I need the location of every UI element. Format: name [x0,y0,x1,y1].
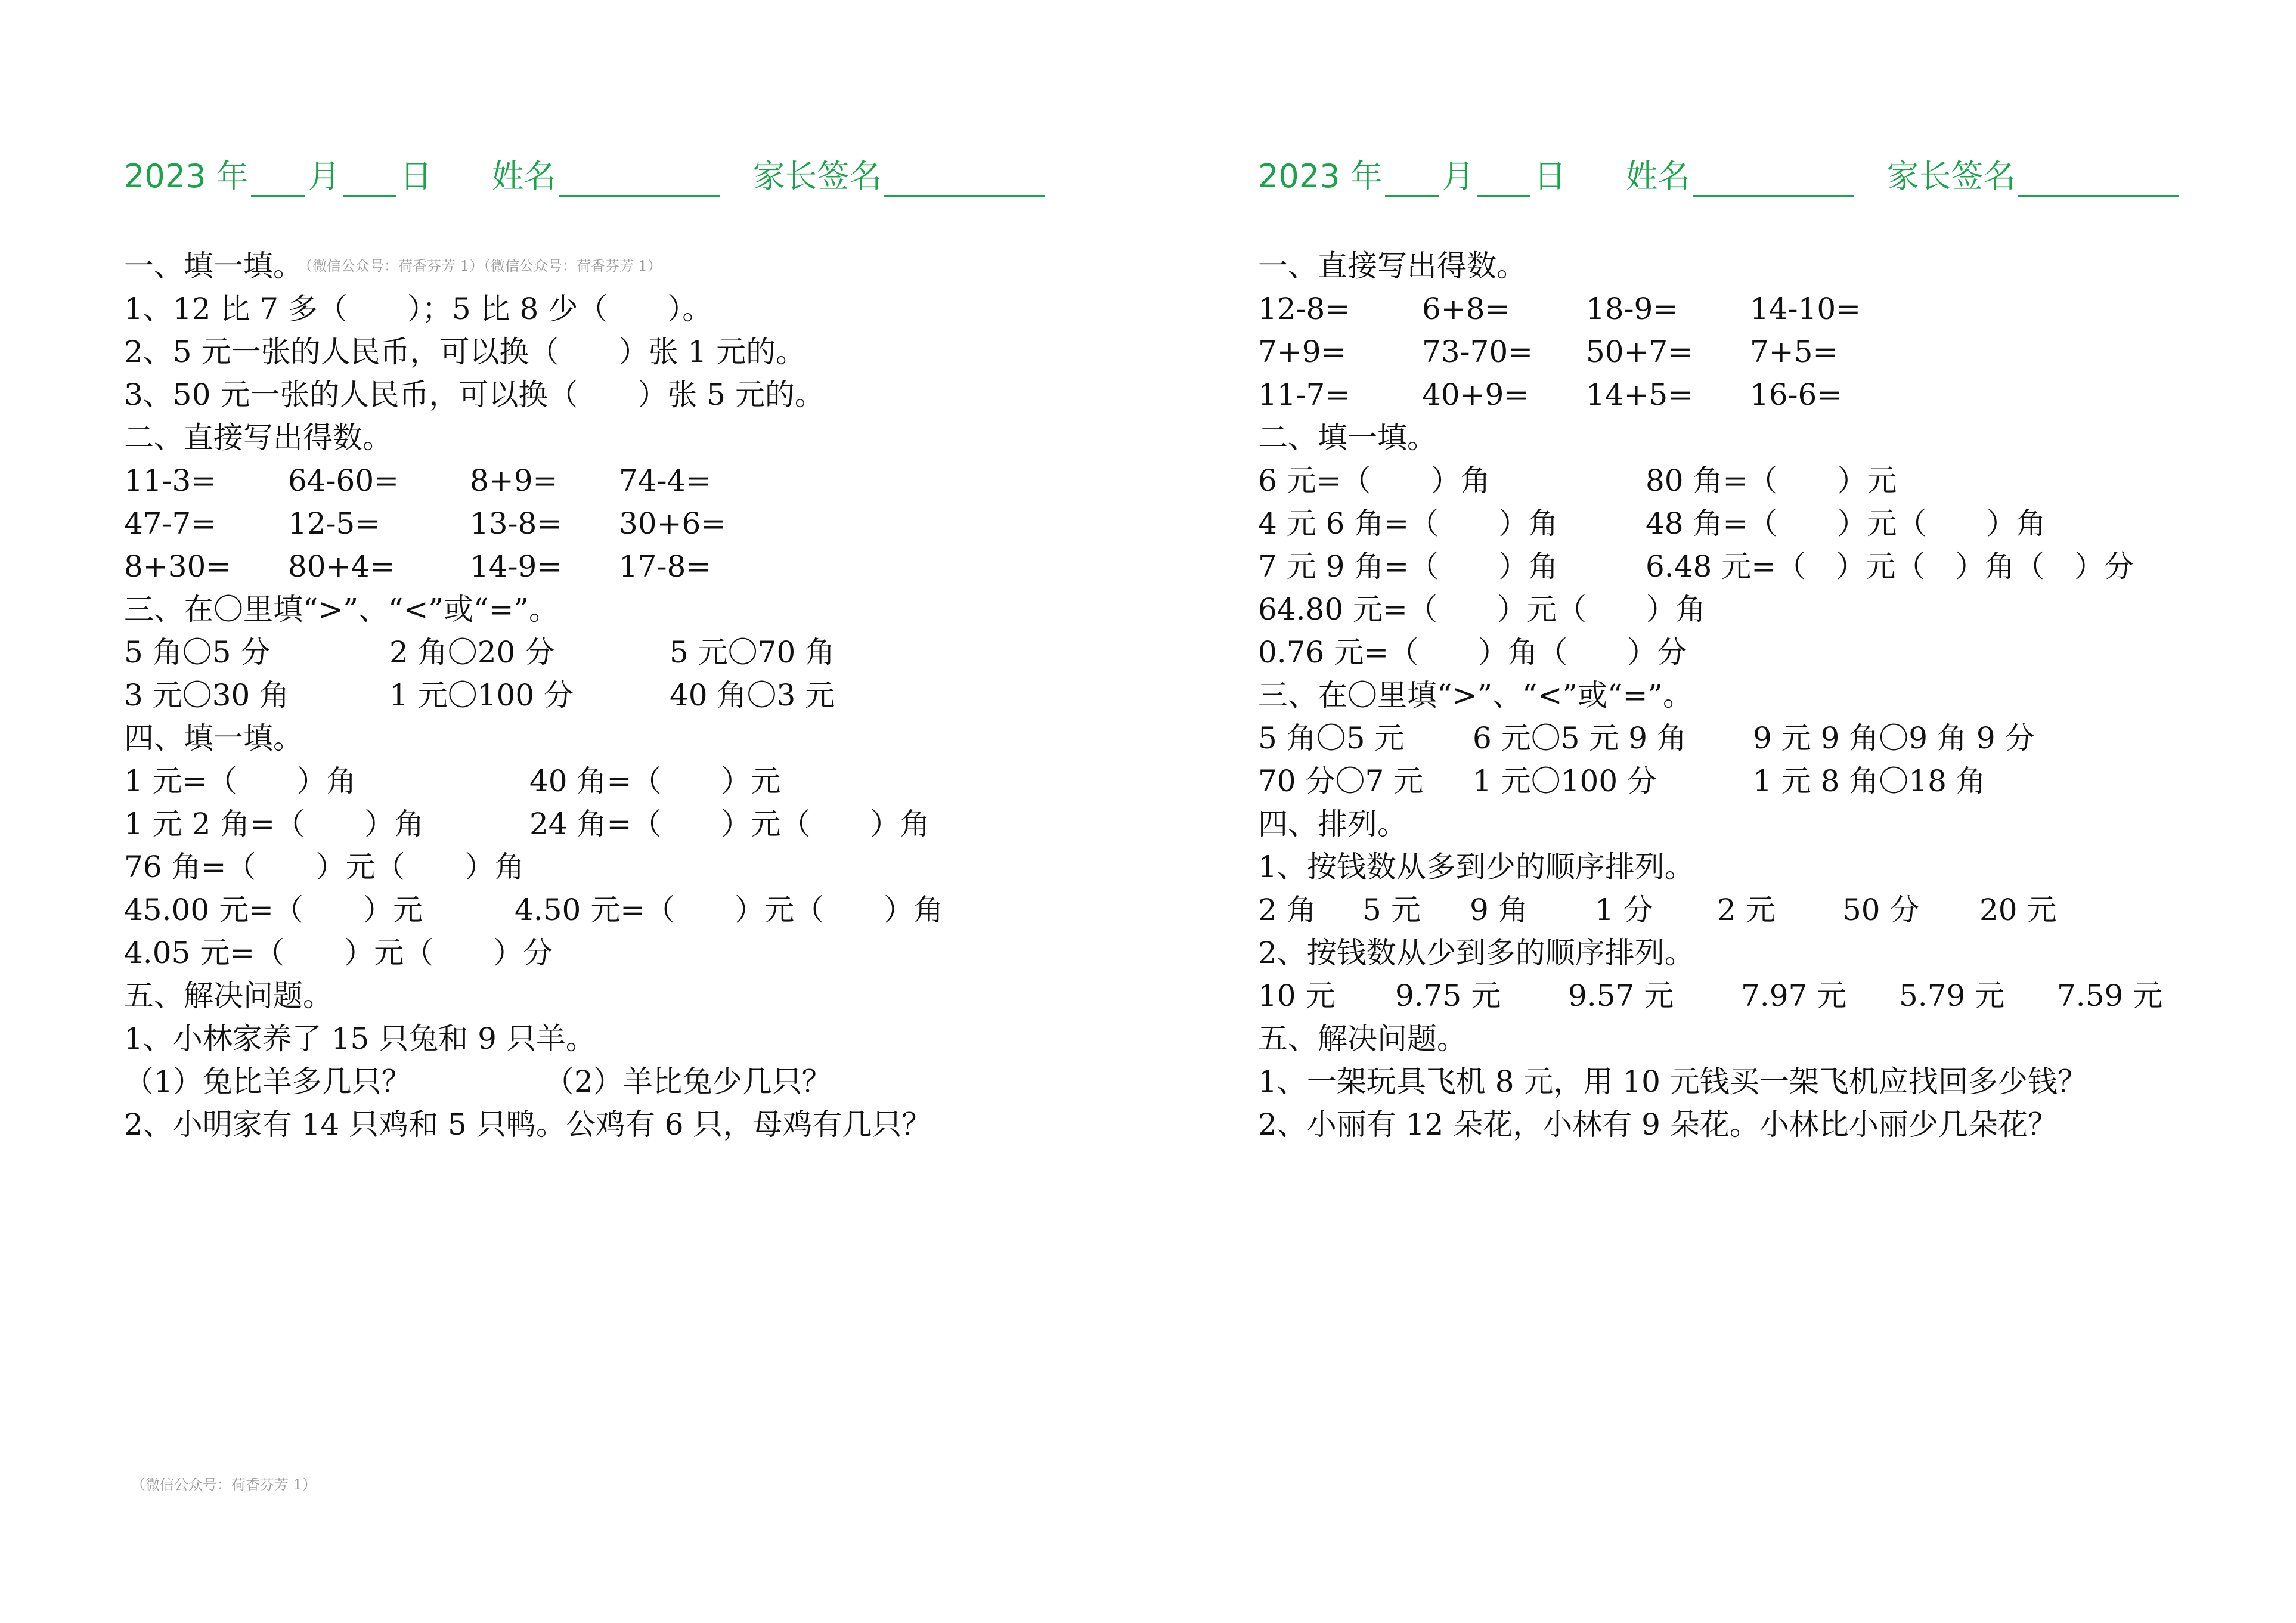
fill-row [124,803,1167,845]
fill-row [124,888,1167,931]
year-label: 2023 年 [1258,157,1383,195]
compare-item: 1 元〇100 分 [1473,764,1657,798]
money-item: 1 分 [1595,893,1653,927]
month-blank[interactable] [251,160,305,197]
calc-item: 14-10= [1750,292,1861,326]
compare-row [124,674,1167,717]
money-item: 7.97 元 [1741,978,1847,1013]
calc-item: 13-8= [470,506,562,541]
day-label: 日 [399,157,432,195]
compare-item: 40 角〇3 元 [670,678,835,713]
fill-item: 4 元 6 角=（ ）角 [1258,506,1558,541]
money-list-row [1258,974,2296,1017]
calc-item: 80+4= [288,549,395,584]
parent-signature-label: 家长签名 [752,157,882,195]
calc-item: 12-5= [288,506,380,541]
fill-row [1258,502,2296,545]
problem-line: 2、小明家有 14 只鸡和 5 只鸭。公鸡有 6 只，母鸡有几只？ [124,1107,932,1142]
calc-item: 7+5= [1750,334,1838,369]
compare-item: 5 角〇5 分 [124,635,271,670]
compare-item: 1 元〇100 分 [389,678,574,713]
fill-row [124,760,1167,803]
subquestion: （2）羊比兔少几只？ [544,1064,832,1099]
right-header [1258,149,2296,197]
calc-row [124,545,1167,588]
calc-item: 11-3= [124,463,216,498]
question-line: 2、5 元一张的人民币，可以换（ ）张 1 元的。 [124,334,806,369]
fill-item: 0.76 元=（ ）角（ ）分 [1258,635,1687,670]
year-label: 2023 年 [124,157,249,195]
calc-item: 74-4= [619,463,711,498]
section-title: 四、排列。 [1258,807,1407,841]
problem-line: 1、一架玩具飞机 8 元，用 10 元钱买一架飞机应找回多少钱？ [1258,1064,2087,1099]
money-item: 5.79 元 [1899,978,2005,1013]
calc-row [1258,287,2296,330]
money-item: 2 角 [1258,893,1316,927]
fill-item: 1 元=（ ）角 [124,764,357,798]
money-item: 7.59 元 [2057,978,2163,1013]
fill-item: 4.05 元=（ ）元（ ）分 [124,936,553,970]
compare-item: 1 元 8 角〇18 角 [1753,764,1986,798]
section-title: 一、填一填。 $^{(微信公众号:荷香芬芳 1)(微信公众号:荷香芬芳 1)}$ [124,249,662,283]
right-body [1258,244,2296,1146]
calc-item: 14-9= [470,549,562,584]
calc-item: 64-60= [288,463,399,498]
calc-item: 8+9= [470,463,558,498]
calc-item: 6+8= [1422,292,1510,326]
fill-item: 76 角=（ ）元（ ）角 [124,850,525,884]
fill-item: 80 角=（ ）元 [1646,463,1897,498]
money-item: 2 元 [1717,893,1776,927]
section-title: 一、直接写出得数。 [1258,249,1526,283]
name-blank[interactable] [559,160,720,197]
compare-item: 70 分〇7 元 [1258,764,1424,798]
calc-item: 17-8= [619,549,711,584]
section-title: 四、填一填。 [124,721,303,755]
parent-signature-blank[interactable] [884,160,1045,197]
watermark-text: （微信公众号：荷香芬芳 1） [483,258,662,274]
calc-item: 40+9= [1422,377,1529,412]
calc-item: 18-9= [1586,292,1678,326]
fill-item: 6 元=（ ）角 [1258,463,1491,498]
calc-item: 7+9= [1258,334,1346,369]
day-blank[interactable] [1477,160,1530,197]
calc-item: 73-70= [1422,334,1533,369]
fill-item: 48 角=（ ）元（ ）角 [1646,506,2046,541]
parent-signature-blank[interactable] [2018,160,2179,197]
calc-item: 12-8= [1258,292,1350,326]
money-item: 20 元 [1979,893,2057,927]
compare-item: 2 角〇20 分 [389,635,555,670]
calc-row [1258,373,2296,416]
fill-item: 1 元 2 角=（ ）角 [124,807,425,841]
calc-row [124,459,1167,502]
fill-item: 6.48 元=（ ）元（ ）角（ ）分 [1646,549,2134,584]
money-item: 50 分 [1842,893,1920,927]
left-worksheet [124,149,1167,1146]
right-worksheet [1258,149,2296,1146]
compare-item: 6 元〇5 元 9 角 [1473,721,1687,755]
day-blank[interactable] [343,160,396,197]
money-item: 5 元 [1362,893,1421,927]
calc-item: 47-7= [124,506,216,541]
fill-item: 40 角=（ ）元 [529,764,781,798]
calc-row [1258,330,2296,373]
calc-item: 50+7= [1586,334,1693,369]
subquestion: （1）兔比羊多几只？ [124,1064,411,1099]
calc-row [124,502,1167,545]
fill-row [124,931,1167,974]
money-item: 9 角 [1470,893,1528,927]
parent-signature-label: 家长签名 [1886,157,2016,195]
compare-row [1258,760,2296,803]
compare-row [124,631,1167,674]
fill-item: 4.50 元=（ ）元（ ）角 [515,893,944,927]
question-line: 3、50 元一张的人民币，可以换（ ）张 5 元的。 [124,377,825,412]
calc-item: 11-7= [1258,377,1350,412]
calc-item: 16-6= [1750,377,1842,412]
money-item: 10 元 [1258,978,1336,1013]
footer-watermark: （微信公众号：荷香芬芳 1） [131,1476,317,1493]
fill-row [1258,459,2296,502]
question-line: 1、12 比 7 多（ ）；5 比 8 少（ ）。 [124,292,712,326]
month-blank[interactable] [1385,160,1439,197]
fill-item: 64.80 元=（ ）元（ ）角 [1258,592,1706,627]
problem-line: 1、小林家养了 15 只兔和 9 只羊。 [124,1021,596,1056]
month-label: 月 [1442,157,1474,195]
money-item: 9.75 元 [1395,978,1501,1013]
name-label: 姓名 [1625,157,1690,195]
compare-item: 9 元 9 角〇9 角 9 分 [1753,721,2035,755]
money-list-row [1258,888,2296,931]
section-title: 二、直接写出得数。 [124,420,392,455]
day-label: 日 [1533,157,1566,195]
compare-item: 5 角〇5 元 [1258,721,1405,755]
calc-item: 8+30= [124,549,231,584]
month-label: 月 [308,157,340,195]
fill-row [1258,545,2296,588]
section-title: 五、解决问题。 [124,978,333,1013]
section-title: 五、解决问题。 [1258,1021,1467,1056]
name-label: 姓名 [491,157,556,195]
fill-item: 24 角=（ ）元（ ）角 [529,807,930,841]
watermark-text: （微信公众号：荷香芬芳 1） [305,258,484,274]
section-title: 三、在〇里填“>”、“<”或“=”。 [124,592,559,627]
fill-item: 7 元 9 角=（ ）角 [1258,549,1558,584]
problem-line: 2、小丽有 12 朵花，小林有 9 朵花。小林比小丽少几朵花？ [1258,1107,2058,1142]
compare-item: 3 元〇30 角 [124,678,290,713]
question-line: 1、按钱数从多到少的顺序排列。 [1258,850,1694,884]
compare-item: 5 元〇70 角 [670,635,835,670]
name-blank[interactable] [1693,160,1854,197]
section-title: 三、在〇里填“>”、“<”或“=”。 [1258,678,1693,713]
problem-subquestions [124,1060,1167,1103]
calc-item: 14+5= [1586,377,1693,412]
fill-item: 45.00 元=（ ）元 [124,893,423,927]
compare-row [1258,717,2296,760]
left-header [124,149,1167,197]
fill-row [124,845,1167,888]
section-title: 二、填一填。 [1258,420,1437,455]
calc-item: 30+6= [619,506,726,541]
question-line: 2、按钱数从少到多的顺序排列。 [1258,936,1694,970]
money-item: 9.57 元 [1568,978,1674,1013]
left-body [124,244,1167,1146]
